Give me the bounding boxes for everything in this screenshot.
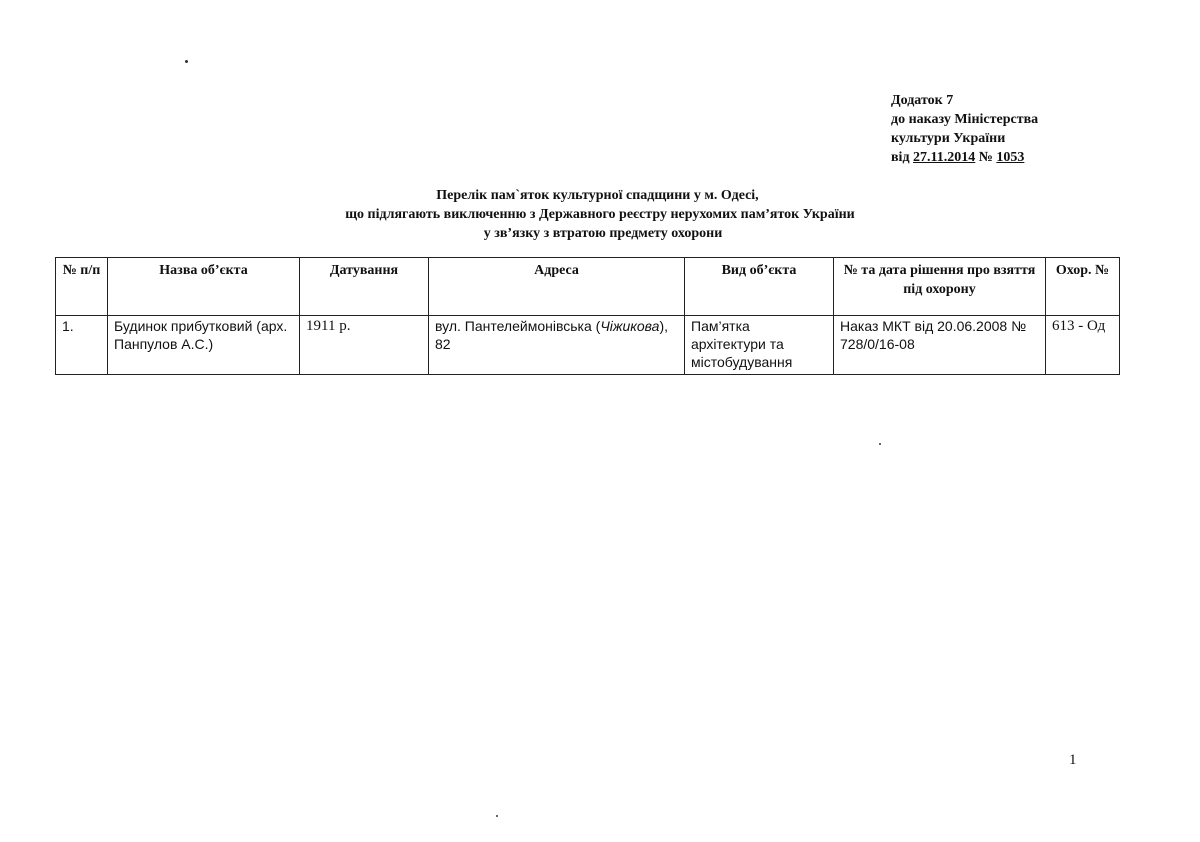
header-num: № п/п [56,258,108,316]
cell-type: Пам’ятка архітектури та містобудування [685,316,834,375]
table-header-row [56,258,1120,316]
scan-speck [879,443,881,445]
appendix-date-line [891,148,1038,167]
document-title [0,186,1200,243]
header-date: Датування [300,258,429,316]
cell-name: Будинок прибутковий (арх. Панпулов А.С.) [108,316,300,375]
title-line-1: Перелік пам`яток культурної спадщини у м. Одесі, [436,188,759,203]
appendix-line-2: до наказу Міністерства [891,112,1039,127]
appendix-number-sign: № [975,150,997,165]
title-line-2: що підлягають виключенню з Державного реєстру нерухомих пам’яток України [345,207,855,222]
header-address: Адреса [429,258,685,316]
cell-date: 1911 р. [300,316,429,375]
appendix-line-3: культури України [891,131,1006,146]
scan-speck [496,815,498,817]
monuments-table [55,257,1120,375]
title-line-3: у зв’язку з втратою предмету охорони [483,226,723,241]
header-type: Вид об’єкта [685,258,834,316]
appendix-date-prefix: від [891,150,914,165]
page-number: 1 [1069,752,1077,768]
header-protection: Охор. № [1046,258,1120,316]
cell-protection: 613 - Од [1046,316,1120,375]
cell-decision: Наказ МКТ від 20.06.2008 № 728/0/16-08 [834,316,1046,375]
address-end: ), 82 [435,318,669,352]
appendix-line-1: Додаток 7 [891,93,954,108]
cell-address [429,316,685,375]
cell-num: 1. [56,316,108,375]
table-row [56,316,1120,375]
appendix-number: 1053 [996,150,1025,165]
header-name: Назва об’єкта [108,258,300,316]
scan-speck [185,60,188,63]
address-italic: Чіжикова [600,318,660,334]
address-main: вул. Пантелеймонівська ( [435,318,601,334]
appendix-block [891,91,1038,167]
header-decision: № та дата рішення про взяття під охорону [834,258,1046,316]
appendix-date: 27.11.2014 [913,150,976,165]
